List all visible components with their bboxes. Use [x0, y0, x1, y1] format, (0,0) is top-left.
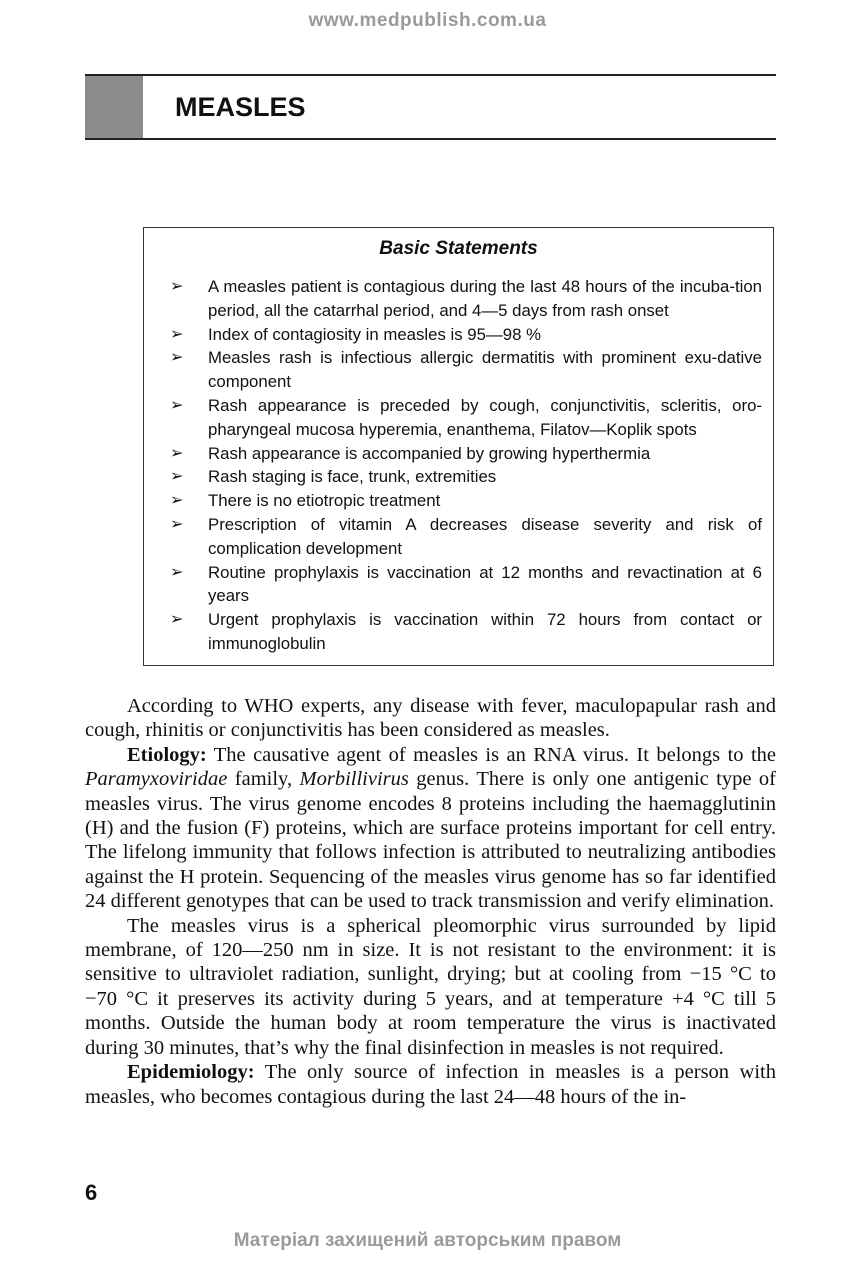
- copyright-notice: Матеріал захищений авторським правом: [233, 1230, 622, 1251]
- basic-statements-box: [143, 227, 774, 666]
- statement-item: [170, 275, 762, 323]
- arrow-bullet-icon: ➢: [170, 611, 184, 629]
- arrow-bullet-icon: ➢: [170, 396, 184, 414]
- statement-item: [170, 608, 762, 656]
- statement-item: [170, 465, 762, 489]
- statement-text: A measles patient is contagious during the last 48 hours of the incuba-tion period, all the catarrhal period, and 4—5 days from rash onset: [208, 277, 762, 320]
- statement-text: Rash appearance is preceded by cough, conjunctivitis, scleritis, oro-pharyngeal mucosa hyperemia, enanthema, Filatov—Koplik spots: [208, 395, 762, 439]
- chapter-marker-block: [85, 76, 143, 138]
- family-name: Paramyxoviridae: [85, 768, 228, 791]
- etiology-heading: Etiology:: [127, 743, 207, 766]
- statement-text: Index of contagiosity in measles is 95—98 %: [208, 324, 542, 344]
- site-url: www.medpublish.com.ua: [308, 10, 547, 31]
- paragraph-etiology: Etiology: The causative agent of measles is an RNA virus. It belongs to the Paramyxoviridae family, Morbillivirus genus. There is only one antigenic type of measles virus. The virus genome encodes 8 proteins including the haemagglutinin (H) and the fusion (F) proteins, which are surface proteins important for cell entry. The lifelong immunity that follows infection is attributed to neutralizing antibodies against the H protein. Sequencing of the measles virus genome has so far identified 24 different genotypes that can be used to track transmission and verify elimination.: [85, 743, 776, 913]
- epidemiology-heading: Epidemiology:: [127, 1061, 255, 1084]
- chapter-title: MEASLES: [175, 91, 306, 122]
- box-title: Basic Statements: [379, 238, 538, 259]
- statement-text: Rash appearance is accompanied by growing hyperthermia: [208, 443, 651, 463]
- statement-item: [170, 394, 762, 442]
- arrow-bullet-icon: ➢: [170, 278, 184, 295]
- statement-text: Urgent prophylaxis is vaccination within 72 hours from contact or immunoglobulin: [208, 610, 762, 653]
- statement-text: Routine prophylaxis is vaccination at 12 months and revactination at 6 years: [208, 562, 762, 606]
- statement-item: [170, 323, 762, 347]
- statement-item: [170, 561, 762, 609]
- genus-name: Morbillivirus: [299, 768, 409, 791]
- statement-item: [170, 513, 762, 561]
- statement-text: Rash staging is face, trunk, extremities: [208, 467, 497, 487]
- statement-list: [170, 275, 762, 656]
- chapter-header: [85, 74, 776, 140]
- page-number: 6: [85, 1180, 98, 1205]
- statement-text: There is no etiotropic treatment: [208, 491, 441, 511]
- paragraph-epidemiology: Epidemiology: The only source of infection in measles is a person with measles, who becomes contagious during the last 24—48 hours of the in-: [85, 1061, 776, 1108]
- arrow-bullet-icon: ➢: [170, 325, 184, 343]
- statement-item: [170, 346, 762, 394]
- statement-text: Prescription of vitamin A decreases disease severity and risk of complication development: [208, 514, 762, 558]
- arrow-bullet-icon: ➢: [170, 563, 184, 581]
- arrow-bullet-icon: ➢: [170, 444, 184, 462]
- arrow-bullet-icon: ➢: [170, 492, 184, 510]
- paragraph-virus-properties: The measles virus is a spherical pleomorphic virus surrounded by lipid membrane, of 120—250 nm in size. It is not resistant to the environment: it is sensitive to ultraviolet radiation, sunlight, drying; but at cooling from −15 °C to −70 °C it preserves its activity during 5 years, and at temperature +4 °C till 5 months. Outside the human body at room temperature the virus is inactivated during 30 minutes, that’s why the final disinfection in measles is not required.: [85, 914, 776, 1059]
- statement-text: Measles rash is infectious allergic dermatitis with prominent exu-dative component: [208, 348, 762, 392]
- arrow-bullet-icon: ➢: [170, 468, 184, 486]
- arrow-bullet-icon: ➢: [170, 349, 184, 367]
- arrow-bullet-icon: ➢: [170, 515, 184, 533]
- paragraph-intro: According to WHO experts, any disease with fever, maculopapular rash and cough, rhinitis or conjunctivitis has been considered as measles.: [85, 695, 776, 742]
- body-text: [85, 694, 776, 1109]
- statement-item: [170, 442, 762, 466]
- statement-item: [170, 489, 762, 513]
